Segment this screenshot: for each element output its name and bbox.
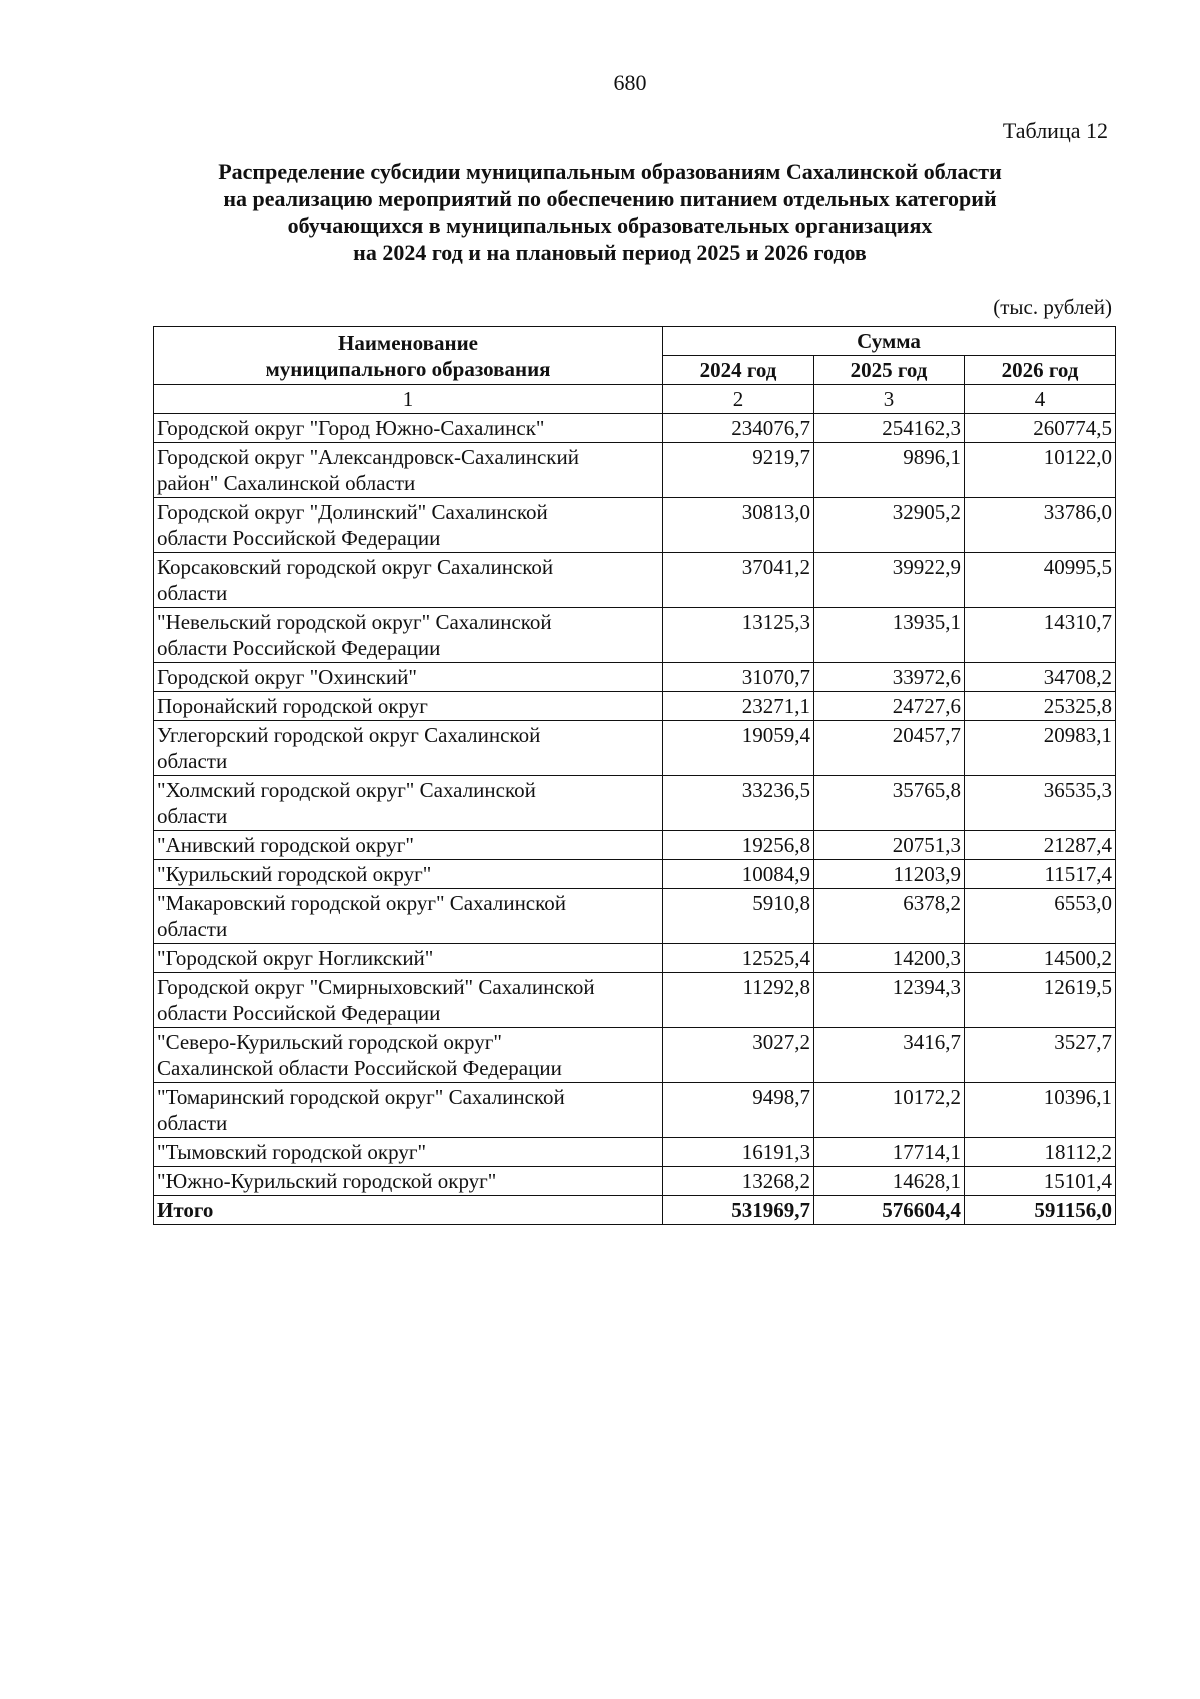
header-name-line: муниципального образования <box>265 356 551 381</box>
table-body <box>154 414 1116 1196</box>
table-row <box>154 1028 1116 1083</box>
table-row <box>154 414 1116 443</box>
amount-2024: 19059,4 <box>663 721 814 776</box>
table-row <box>154 1167 1116 1196</box>
municipality-name <box>154 692 663 721</box>
municipality-name-line: Городской округ "Александровск-Сахалинский <box>157 445 579 469</box>
municipality-name <box>154 776 663 831</box>
table-row <box>154 498 1116 553</box>
header-year-2025: 2025 год <box>814 356 965 385</box>
municipality-name <box>154 608 663 663</box>
amount-2025: 13935,1 <box>814 608 965 663</box>
municipality-name-line: "Тымовский городской округ" <box>157 1140 427 1164</box>
table-label: Таблица 12 <box>1002 118 1108 143</box>
table-row <box>154 721 1116 776</box>
amount-2025: 3416,7 <box>814 1028 965 1083</box>
amount-2026: 14310,7 <box>965 608 1116 663</box>
amount-2024: 12525,4 <box>663 944 814 973</box>
municipality-name-line: Городской округ "Смирныховский" Сахалинской <box>157 975 595 999</box>
amount-2024: 33236,5 <box>663 776 814 831</box>
amount-2024: 5910,8 <box>663 889 814 944</box>
municipality-name-line: "Курильский городской округ" <box>157 862 432 886</box>
total-row <box>154 1196 1116 1225</box>
municipality-name-line: "Невельский городской округ" Сахалинской <box>157 610 552 634</box>
amount-2026: 25325,8 <box>965 692 1116 721</box>
amount-2025: 39922,9 <box>814 553 965 608</box>
header-row <box>154 327 1116 356</box>
municipality-name-line: "Макаровский городской округ" Сахалинской <box>157 891 566 915</box>
municipality-name-line: Городской округ "Охинский" <box>157 665 417 689</box>
amount-2024: 31070,7 <box>663 663 814 692</box>
total-2026: 591156,0 <box>965 1196 1116 1225</box>
column-number: 2 <box>663 385 814 414</box>
title-line: на 2024 год и на плановый период 2025 и 2026 годов <box>353 240 867 265</box>
municipality-name <box>154 721 663 776</box>
table-row <box>154 692 1116 721</box>
table-row <box>154 860 1116 889</box>
amount-2024: 37041,2 <box>663 553 814 608</box>
table-row <box>154 944 1116 973</box>
amount-2026: 20983,1 <box>965 721 1116 776</box>
table-row <box>154 608 1116 663</box>
municipality-name <box>154 944 663 973</box>
amount-2026: 40995,5 <box>965 553 1116 608</box>
title-line: Распределение субсидии муниципальным образованиям Сахалинской области <box>218 159 1002 184</box>
table-row <box>154 889 1116 944</box>
amount-2026: 10396,1 <box>965 1083 1116 1138</box>
municipality-name-line: области Российской Федерации <box>157 526 441 550</box>
municipality-name <box>154 1138 663 1167</box>
municipality-name-line: области Российской Федерации <box>157 636 441 660</box>
amount-2024: 11292,8 <box>663 973 814 1028</box>
total-label: Итого <box>154 1196 663 1225</box>
amount-2025: 33972,6 <box>814 663 965 692</box>
title-line: на реализацию мероприятий по обеспечению питанием отдельных категорий <box>223 186 997 211</box>
municipality-name-line: Городской округ "Город Южно-Сахалинск" <box>157 416 545 440</box>
table-row <box>154 663 1116 692</box>
municipality-name-line: Сахалинской области Российской Федерации <box>157 1056 562 1080</box>
municipality-name-line: "Северо-Курильский городской округ" <box>157 1030 502 1054</box>
amount-2025: 35765,8 <box>814 776 965 831</box>
municipality-name-line: "Томаринский городской округ" Сахалинской <box>157 1085 565 1109</box>
municipality-name-line: области <box>157 804 228 828</box>
table-row <box>154 553 1116 608</box>
municipality-name-line: "Городской округ Ногликский" <box>157 946 434 970</box>
municipality-name <box>154 1083 663 1138</box>
amount-2024: 3027,2 <box>663 1028 814 1083</box>
municipality-name-line: области <box>157 917 228 941</box>
amount-2026: 33786,0 <box>965 498 1116 553</box>
amount-2025: 10172,2 <box>814 1083 965 1138</box>
table-row <box>154 1083 1116 1138</box>
title-line: обучающихся в муниципальных образовательных организациях <box>287 213 933 238</box>
amount-2026: 21287,4 <box>965 831 1116 860</box>
table-row <box>154 776 1116 831</box>
page-number: 680 <box>613 70 647 95</box>
header-name-line: Наименование <box>338 330 478 355</box>
table-row <box>154 831 1116 860</box>
amount-2025: 11203,9 <box>814 860 965 889</box>
units-note: (тыс. рублей) <box>993 295 1112 319</box>
amount-2026: 18112,2 <box>965 1138 1116 1167</box>
municipality-name <box>154 443 663 498</box>
municipality-name <box>154 1167 663 1196</box>
municipality-name-line: "Анивский городской округ" <box>157 833 414 857</box>
municipality-name-line: Городской округ "Долинский" Сахалинской <box>157 500 548 524</box>
amount-2025: 20457,7 <box>814 721 965 776</box>
municipality-name <box>154 973 663 1028</box>
municipality-name-line: области <box>157 1111 228 1135</box>
amount-2024: 23271,1 <box>663 692 814 721</box>
subsidy-table <box>153 326 1116 1225</box>
amount-2025: 14628,1 <box>814 1167 965 1196</box>
amount-2024: 19256,8 <box>663 831 814 860</box>
amount-2024: 9219,7 <box>663 443 814 498</box>
amount-2025: 254162,3 <box>814 414 965 443</box>
amount-2024: 16191,3 <box>663 1138 814 1167</box>
column-number: 1 <box>154 385 663 414</box>
table-row <box>154 443 1116 498</box>
municipality-name <box>154 860 663 889</box>
header-year-2024: 2024 год <box>663 356 814 385</box>
municipality-name-line: области Российской Федерации <box>157 1001 441 1025</box>
header-year-2026: 2026 год <box>965 356 1116 385</box>
municipality-name <box>154 498 663 553</box>
amount-2025: 14200,3 <box>814 944 965 973</box>
amount-2026: 6553,0 <box>965 889 1116 944</box>
municipality-name-line: "Южно-Курильский городской округ" <box>157 1169 497 1193</box>
municipality-name <box>154 1028 663 1083</box>
municipality-name <box>154 831 663 860</box>
municipality-name <box>154 663 663 692</box>
amount-2025: 17714,1 <box>814 1138 965 1167</box>
amount-2026: 11517,4 <box>965 860 1116 889</box>
amount-2026: 12619,5 <box>965 973 1116 1028</box>
municipality-name-line: "Холмский городской округ" Сахалинской <box>157 778 536 802</box>
amount-2024: 13268,2 <box>663 1167 814 1196</box>
total-2025: 576604,4 <box>814 1196 965 1225</box>
municipality-name-line: Корсаковский городской округ Сахалинской <box>157 555 554 579</box>
amount-2026: 3527,7 <box>965 1028 1116 1083</box>
municipality-name <box>154 414 663 443</box>
header-name-cell <box>154 327 663 385</box>
column-numbers-row <box>154 385 1116 414</box>
amount-2026: 15101,4 <box>965 1167 1116 1196</box>
amount-2026: 10122,0 <box>965 443 1116 498</box>
municipality-name-line: области <box>157 749 228 773</box>
amount-2024: 9498,7 <box>663 1083 814 1138</box>
amount-2024: 13125,3 <box>663 608 814 663</box>
amount-2026: 36535,3 <box>965 776 1116 831</box>
column-number: 3 <box>814 385 965 414</box>
amount-2026: 14500,2 <box>965 944 1116 973</box>
amount-2025: 9896,1 <box>814 443 965 498</box>
amount-2025: 24727,6 <box>814 692 965 721</box>
header-sum-cell: Сумма <box>663 327 1116 356</box>
municipality-name-line: области <box>157 581 228 605</box>
municipality-name-line: Поронайский городской округ <box>157 694 428 718</box>
document-title <box>150 158 1070 266</box>
table-row <box>154 1138 1116 1167</box>
amount-2025: 12394,3 <box>814 973 965 1028</box>
column-number: 4 <box>965 385 1116 414</box>
total-2024: 531969,7 <box>663 1196 814 1225</box>
municipality-name-line: Углегорский городской округ Сахалинской <box>157 723 541 747</box>
table-row <box>154 973 1116 1028</box>
amount-2025: 6378,2 <box>814 889 965 944</box>
amount-2024: 10084,9 <box>663 860 814 889</box>
municipality-name <box>154 553 663 608</box>
municipality-name <box>154 889 663 944</box>
amount-2024: 30813,0 <box>663 498 814 553</box>
amount-2026: 260774,5 <box>965 414 1116 443</box>
amount-2024: 234076,7 <box>663 414 814 443</box>
municipality-name-line: район" Сахалинской области <box>157 471 416 495</box>
amount-2025: 32905,2 <box>814 498 965 553</box>
amount-2025: 20751,3 <box>814 831 965 860</box>
amount-2026: 34708,2 <box>965 663 1116 692</box>
